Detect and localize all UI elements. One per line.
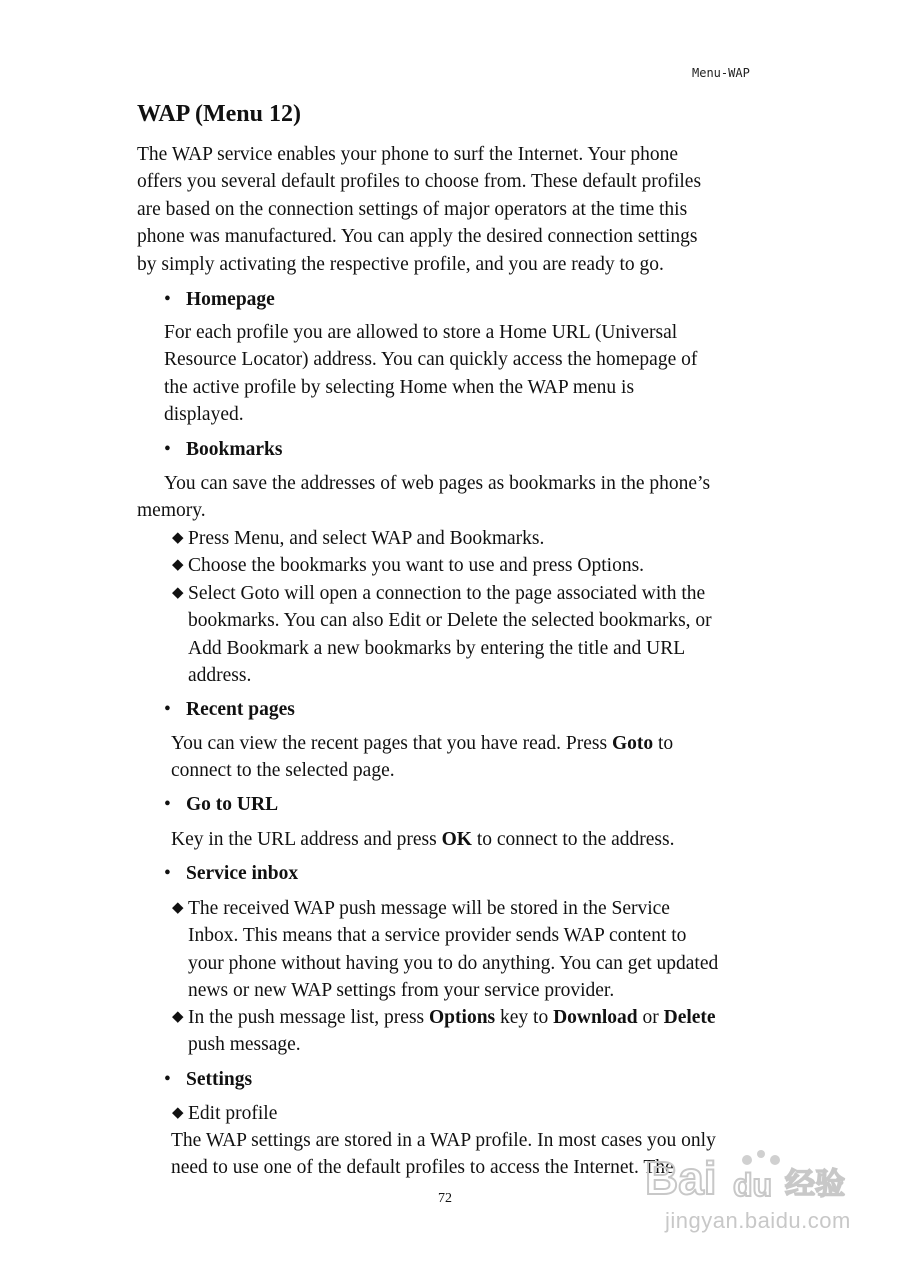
watermark-url: jingyan.baidu.com [665, 1208, 851, 1233]
step-line: Press Menu, and select WAP and Bookmarks. [188, 528, 545, 549]
page-number: 72 [438, 1191, 452, 1206]
bullet-icon: • [164, 289, 171, 310]
item-line: Edit profile [188, 1103, 278, 1124]
svg-text:经验: 经验 [785, 1167, 845, 1202]
recent-pages-heading [164, 696, 295, 723]
intro-line: by simply activating the respective profile, and you are ready to go. [137, 253, 664, 275]
diamond-icon: ◆ [172, 530, 184, 546]
bookmarks-step [172, 525, 544, 552]
homepage-line: the active profile by selecting Home when the WAP menu is [164, 376, 635, 398]
intro-line: offers you several default profiles to choose from. These default profiles [137, 171, 702, 193]
bookmarks-step [172, 580, 712, 690]
homepage-paragraph [164, 319, 697, 429]
homepage-heading [164, 286, 275, 313]
bullet-icon: • [164, 439, 171, 460]
step-line: Select Goto will open a connection to the page associated with the [188, 583, 706, 604]
bookmarks-heading [164, 436, 282, 463]
homepage-line: Resource Locator) address. You can quickly access the homepage of [164, 349, 698, 371]
service-inbox-heading-text: Service inbox [186, 863, 299, 884]
bullet-icon: • [164, 863, 171, 884]
diamond-icon: ◆ [172, 585, 184, 601]
go-to-url-heading-text: Go to URL [186, 794, 279, 815]
service-inbox-item [172, 1004, 716, 1059]
bookmarks-intro [137, 470, 710, 525]
settings-item [172, 1100, 277, 1127]
diamond-icon: ◆ [172, 900, 184, 916]
item-line [188, 1004, 716, 1031]
bullet-icon: • [164, 1069, 171, 1090]
intro-line: The WAP service enables your phone to surf the Internet. Your phone [137, 144, 679, 165]
baidu-jingyan-logo [645, 1150, 855, 1206]
item-line: news or new WAP settings from your service provider. [188, 980, 615, 1002]
running-header: Menu-WAP [692, 66, 750, 80]
item-line: Inbox. This means that a service provider sends WAP content to [188, 925, 687, 947]
bullet-icon: • [164, 699, 171, 720]
intro-line: phone was manufactured. You can apply the desired connection settings [137, 226, 698, 248]
bullet-icon: • [164, 794, 171, 815]
text-run: Key in the URL address and press [171, 829, 442, 850]
goto-key-label: Goto [611, 733, 654, 754]
service-inbox-item [172, 895, 718, 1005]
text-run: or [637, 1007, 664, 1028]
bookmarks-intro-line: memory. [137, 500, 206, 522]
step-line: Choose the bookmarks you want to use and press Options. [188, 555, 645, 576]
text-run: to [653, 733, 674, 754]
settings-paragraph [171, 1127, 716, 1182]
step-line: bookmarks. You can also Edit or Delete the selected bookmarks, or [188, 610, 712, 632]
step-line: Add Bookmark a new bookmarks by entering the title and URL [188, 637, 686, 659]
svg-text:du: du [733, 1167, 773, 1203]
intro-paragraph [137, 141, 701, 278]
settings-heading-text: Settings [186, 1069, 253, 1090]
bookmarks-step [172, 552, 644, 579]
recent-pages-paragraph [171, 730, 673, 785]
go-to-url-heading [164, 791, 278, 818]
item-line: push message. [188, 1034, 301, 1056]
diamond-icon: ◆ [172, 1009, 184, 1025]
ok-key-label: OK [441, 829, 472, 850]
svg-text:Bai: Bai [645, 1152, 717, 1204]
baidu-watermark [645, 1150, 875, 1240]
homepage-line: displayed. [164, 404, 244, 426]
diamond-icon: ◆ [172, 557, 184, 573]
settings-line: need to use one of the default profiles to access the Internet. The [171, 1157, 674, 1179]
homepage-heading-text: Homepage [186, 289, 275, 310]
settings-line: The WAP settings are stored in a WAP profile. In most cases you only [171, 1130, 716, 1151]
page-title: WAP (Menu 12) [137, 101, 301, 127]
recent-pages-line [171, 730, 673, 757]
go-to-url-paragraph [171, 826, 674, 853]
options-key-label: Options [429, 1007, 496, 1028]
diamond-icon: ◆ [172, 1105, 184, 1121]
recent-pages-line: connect to the selected page. [171, 760, 395, 782]
bookmarks-intro-line: You can save the addresses of web pages as bookmarks in the phone’s [164, 473, 711, 494]
step-line: address. [188, 665, 252, 687]
go-to-url-line [171, 826, 674, 853]
item-line: The received WAP push message will be stored in the Service [188, 898, 670, 919]
intro-line: are based on the connection settings of major operators at the time this [137, 198, 688, 220]
settings-heading [164, 1066, 252, 1093]
delete-key-label: Delete [663, 1007, 716, 1028]
text-run: key to [495, 1007, 554, 1028]
service-inbox-heading [164, 860, 298, 887]
homepage-line: For each profile you are allowed to store a Home URL (Universal [164, 322, 678, 343]
text-run: You can view the recent pages that you have read. Press [171, 733, 612, 754]
text-run: In the push message list, press [188, 1007, 430, 1028]
download-key-label: Download [553, 1007, 638, 1028]
bookmarks-heading-text: Bookmarks [186, 439, 283, 460]
recent-pages-heading-text: Recent pages [186, 699, 295, 720]
item-line: your phone without having you to do anything. You can get updated [188, 952, 719, 974]
baidu-logo-icon [645, 1150, 855, 1206]
text-run: to connect to the address. [471, 829, 675, 850]
